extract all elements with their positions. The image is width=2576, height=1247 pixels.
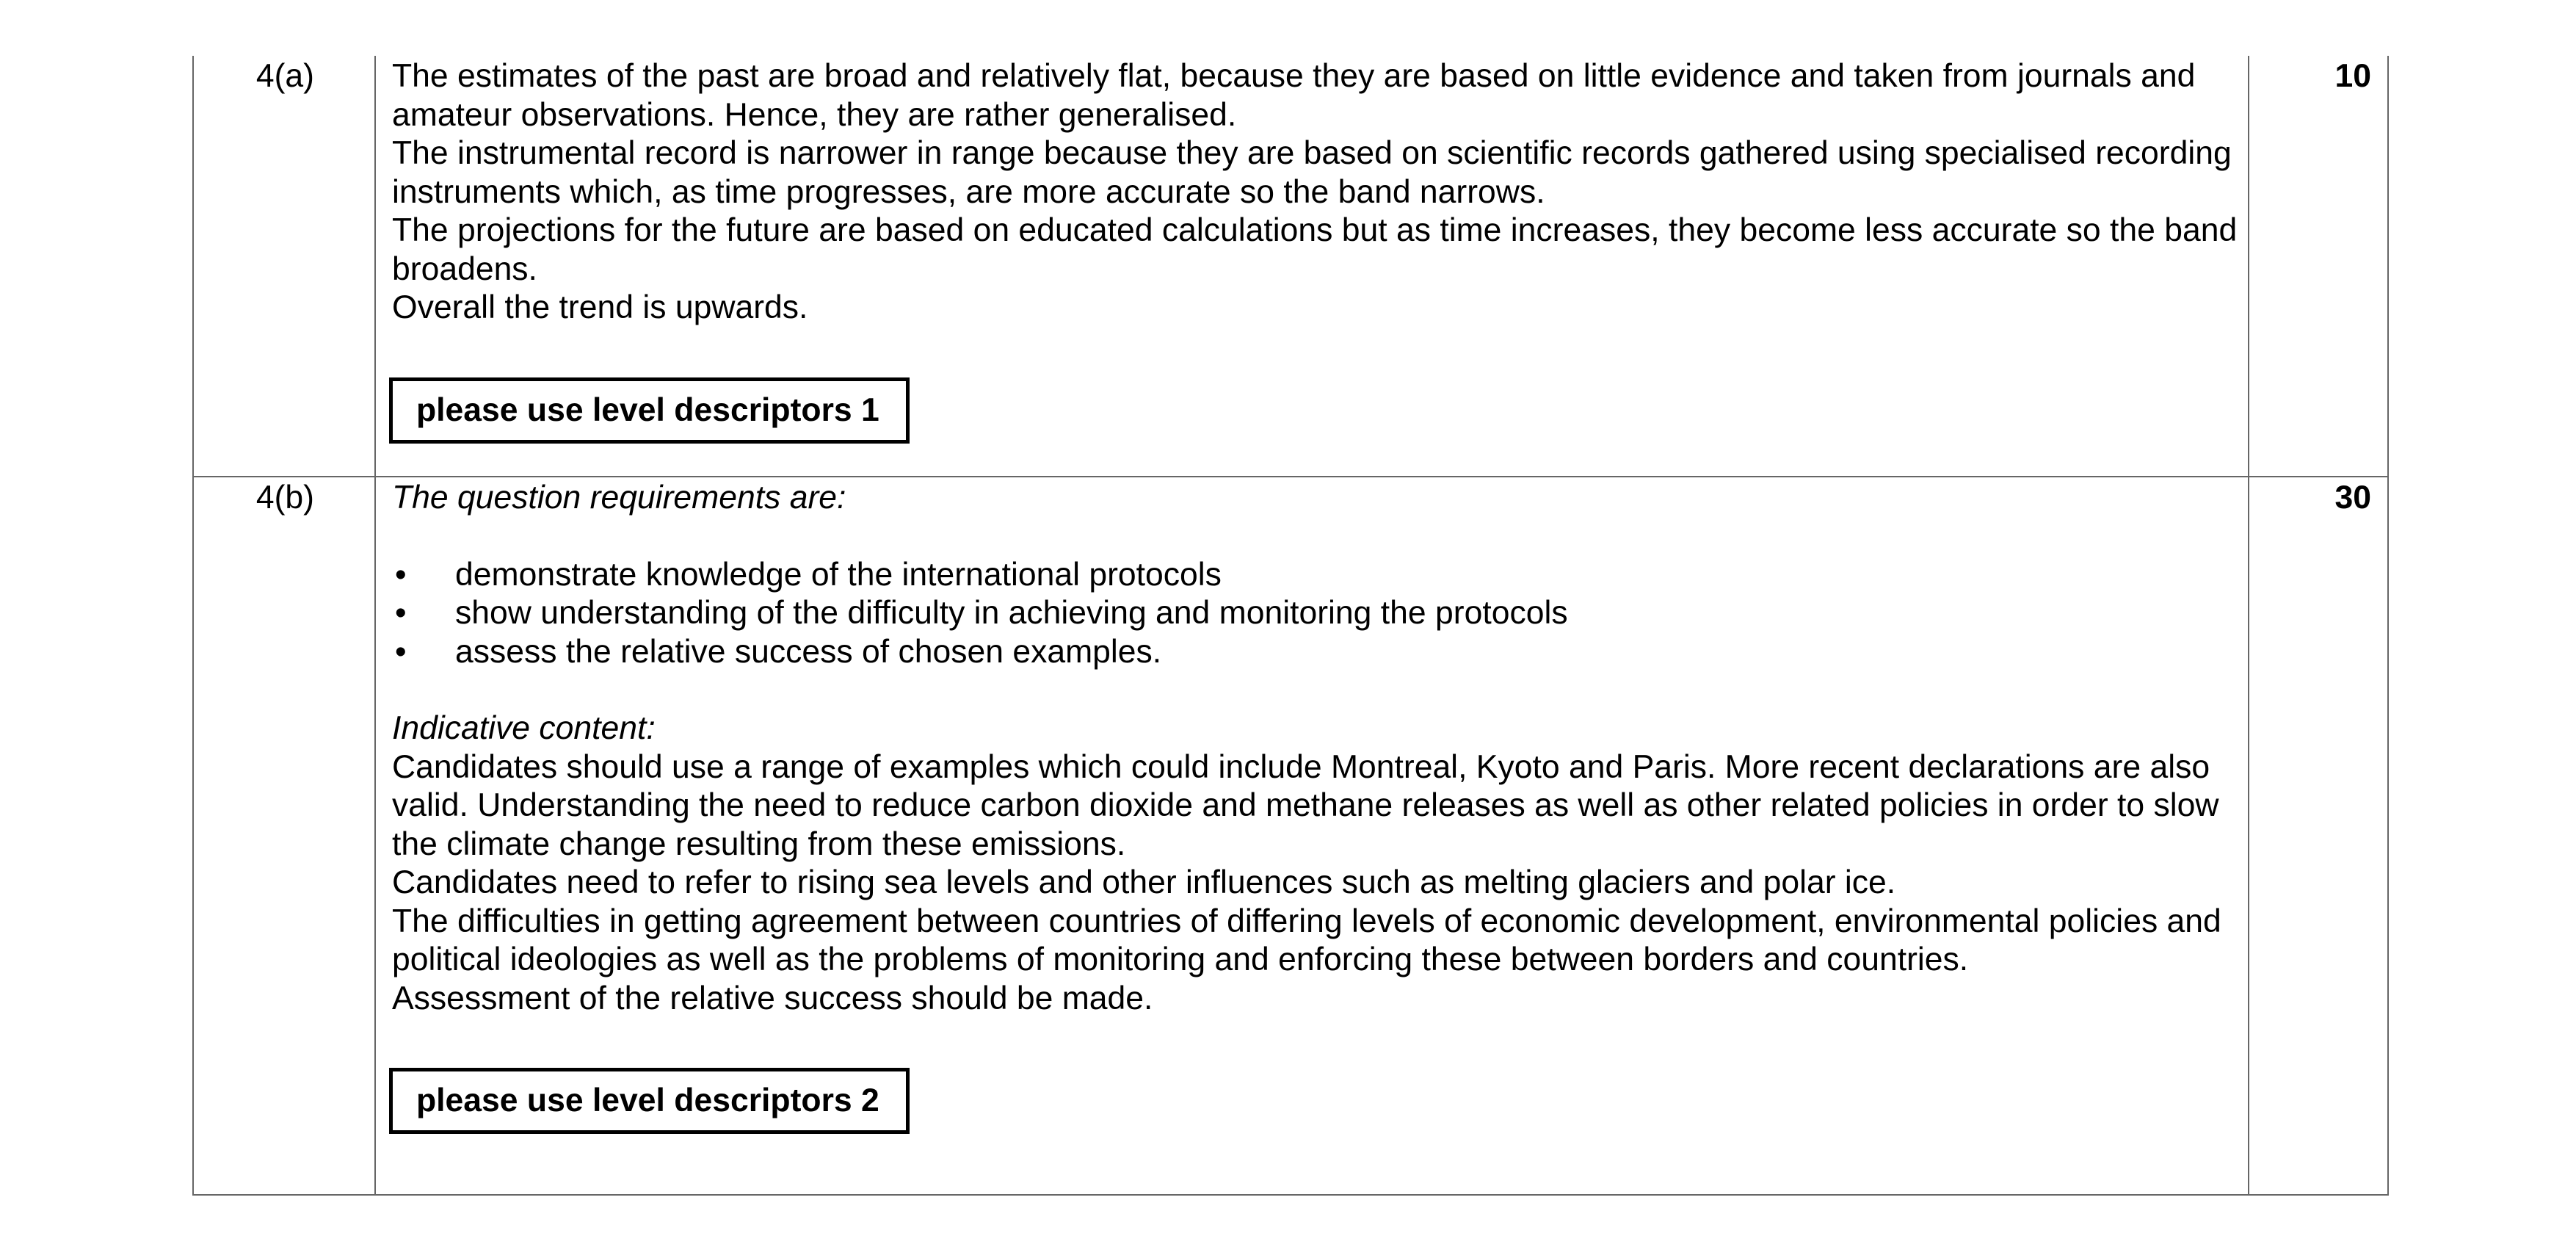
requirements-heading: The question requirements are:	[392, 480, 846, 516]
bullet-icon: •	[395, 595, 407, 631]
question-number: 4(b)	[255, 480, 314, 516]
mark-scheme-table	[192, 56, 2389, 1196]
requirement-text: show understanding of the difficulty in achieving and monitoring the protocols	[455, 595, 1568, 631]
requirements-list	[392, 556, 2238, 672]
answer-cell	[375, 477, 2249, 1195]
answer-paragraph: Candidates need to refer to rising sea levels and other influences such as melting glaciers and polar ice.	[392, 864, 1896, 900]
answer-paragraph: Overall the trend is upwards.	[392, 289, 808, 325]
answer-paragraph: The projections for the future are based on educated calculations but as time increases, they become less accurate so the band broadens.	[392, 212, 2238, 287]
marks-value: 10	[2334, 58, 2371, 94]
answer-paragraph: Assessment of the relative success should be made.	[392, 980, 1153, 1016]
question-number-cell	[193, 56, 375, 477]
question-number-cell	[193, 477, 375, 1195]
list-item	[392, 556, 2238, 595]
table-row	[193, 477, 2388, 1195]
list-item	[392, 633, 2238, 672]
answer-paragraph: Candidates should use a range of examples which could include Montreal, Kyoto and Paris. More recent declarations are also valid. Understanding the need to reduce carbon dioxide and methane releases as well as other related policies in order to slow the climate change resulting from these emissions.	[392, 748, 2219, 862]
question-number: 4(a)	[255, 58, 314, 94]
table-row	[193, 56, 2388, 477]
indicative-heading: Indicative content:	[392, 710, 656, 746]
marks-value: 30	[2334, 480, 2371, 516]
bullet-icon: •	[395, 633, 407, 670]
level-descriptor-box: please use level descriptors 2	[389, 1068, 910, 1134]
list-item	[392, 594, 2238, 633]
marks-cell	[2249, 56, 2388, 477]
answer-paragraph: The difficulties in getting agreement between countries of differing levels of economic development, environmental policies and political ideologies as well as the problems of monitoring and enforcing these between borders and countries.	[392, 903, 2221, 977]
answer-cell	[375, 56, 2249, 477]
marks-cell	[2249, 477, 2388, 1195]
requirement-text: demonstrate knowledge of the international protocols	[455, 556, 1222, 593]
answer-paragraph: The estimates of the past are broad and relatively flat, because they are based on little evidence and taken from journals and amateur observations. Hence, they are rather generalised.	[392, 58, 2196, 133]
level-descriptor-box: please use level descriptors 1	[389, 377, 910, 444]
requirement-text: assess the relative success of chosen examples.	[455, 633, 1162, 670]
bullet-icon: •	[395, 556, 407, 593]
answer-paragraph: The instrumental record is narrower in range because they are based on scientific records gathered using specialised recording instruments which, as time progresses, are more accurate so the band narrows.	[392, 135, 2232, 210]
